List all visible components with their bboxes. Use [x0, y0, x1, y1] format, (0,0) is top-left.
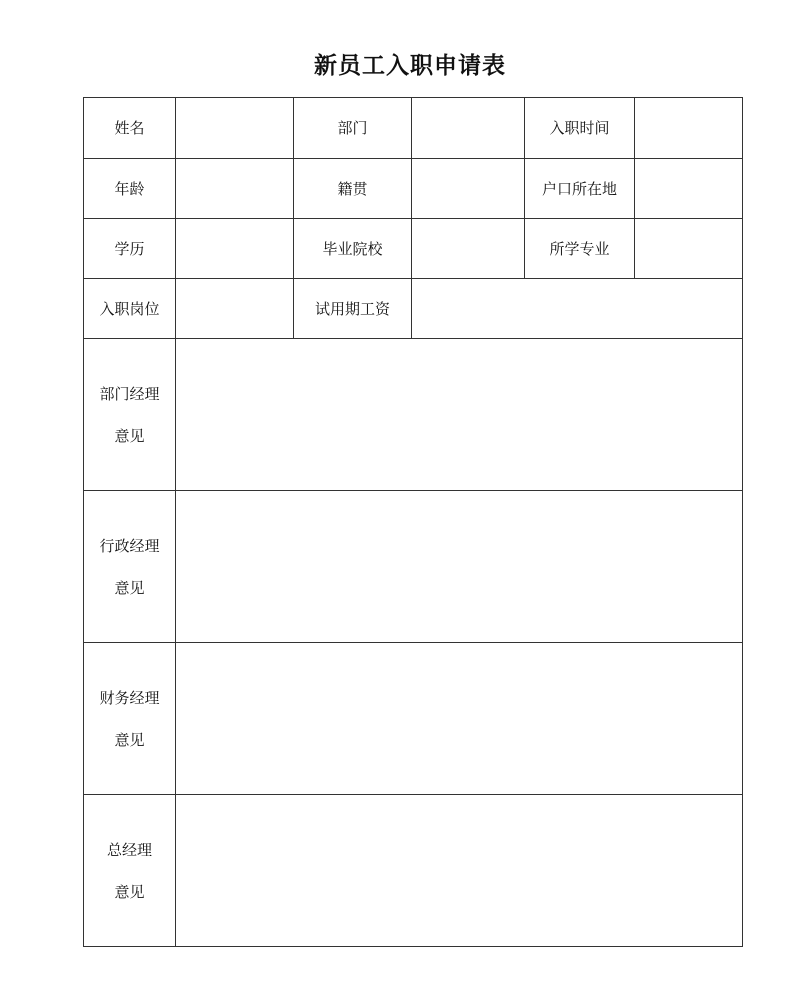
dept-manager-opinion-field[interactable]: [176, 339, 743, 491]
opinion-label-line1: 总经理: [106, 840, 152, 859]
table-row: [84, 219, 743, 279]
education-label: 学历: [84, 219, 176, 279]
opinion-label-line2: 意见: [114, 426, 145, 445]
table-row: [84, 159, 743, 219]
native-place-field[interactable]: [412, 159, 525, 219]
dept-manager-opinion-label: [84, 339, 176, 491]
table-row: [84, 491, 743, 643]
general-manager-opinion-field[interactable]: [176, 795, 743, 947]
opinion-label-line1: 行政经理: [99, 536, 160, 555]
department-label: 部门: [294, 98, 412, 159]
education-field[interactable]: [176, 219, 294, 279]
form-title: 新员工入职申请表: [314, 53, 506, 79]
opinion-label-line1: 财务经理: [99, 688, 160, 707]
finance-manager-opinion-label: [84, 643, 176, 795]
age-field[interactable]: [176, 159, 294, 219]
probation-salary-label: 试用期工资: [294, 279, 412, 339]
name-label: 姓名: [84, 98, 176, 159]
school-field[interactable]: [412, 219, 525, 279]
table-row: [84, 98, 743, 159]
general-manager-opinion-label: [84, 795, 176, 947]
finance-manager-opinion-field[interactable]: [176, 643, 743, 795]
table-row: [84, 795, 743, 947]
household-location-field[interactable]: [635, 159, 743, 219]
application-form-table: [83, 97, 743, 947]
opinion-label-line2: 意见: [114, 882, 145, 901]
department-field[interactable]: [412, 98, 525, 159]
table-row: [84, 339, 743, 491]
start-date-field[interactable]: [635, 98, 743, 159]
admin-manager-opinion-label: [84, 491, 176, 643]
age-label: 年龄: [84, 159, 176, 219]
name-field[interactable]: [176, 98, 294, 159]
table-row: [84, 279, 743, 339]
table-row: [84, 643, 743, 795]
opinion-label-line1: 部门经理: [99, 384, 160, 403]
household-location-label: 户口所在地: [525, 159, 635, 219]
major-label: 所学专业: [525, 219, 635, 279]
position-label: 入职岗位: [84, 279, 176, 339]
major-field[interactable]: [635, 219, 743, 279]
native-place-label: 籍贯: [294, 159, 412, 219]
opinion-label-line2: 意见: [114, 730, 145, 749]
probation-salary-field[interactable]: [412, 279, 743, 339]
start-date-label: 入职时间: [525, 98, 635, 159]
position-field[interactable]: [176, 279, 294, 339]
admin-manager-opinion-field[interactable]: [176, 491, 743, 643]
opinion-label-line2: 意见: [114, 578, 145, 597]
school-label: 毕业院校: [294, 219, 412, 279]
